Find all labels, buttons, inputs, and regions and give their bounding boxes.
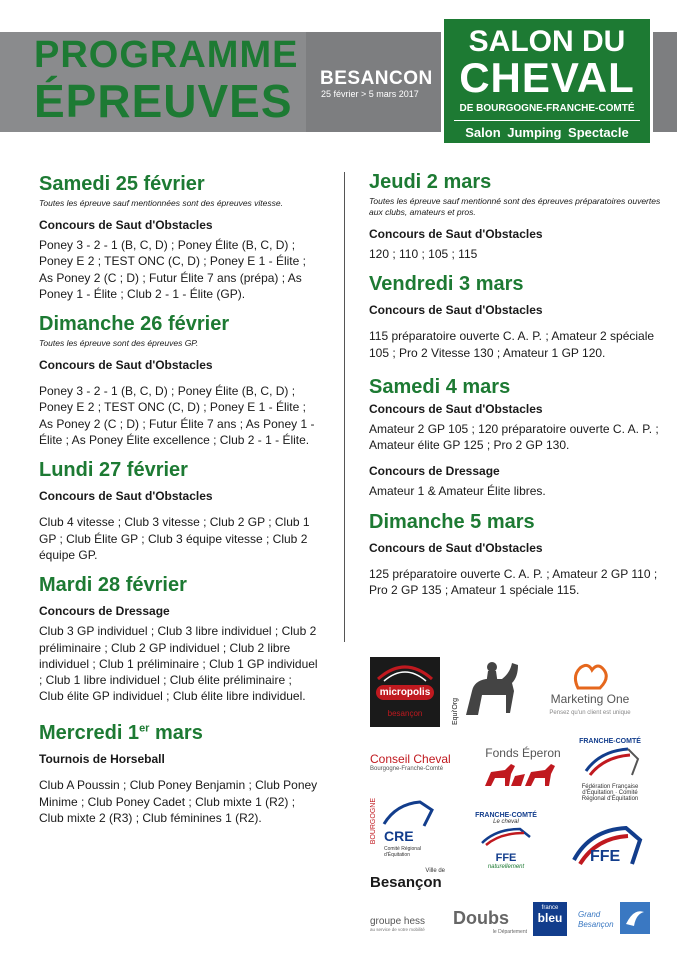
france-bleu-top: france <box>541 905 559 911</box>
day-saturday-4 <box>369 375 665 500</box>
hess-tagline: au service de votre mobilité <box>370 927 425 932</box>
day-note: Toutes les épreuve sauf mentionné sont des épreuves préparatoires ouvertes aux clubs, amateurs et pros. <box>369 196 661 217</box>
competition-title: Concours de Saut d'Obstacles <box>369 227 543 241</box>
day-title: Samedi 25 février <box>39 173 205 195</box>
france-bleu-name: bleu <box>537 911 563 925</box>
equiorg-name: Equi'Org <box>452 697 459 725</box>
marketing-one-icon <box>570 662 610 692</box>
hess-name: groupe hess <box>370 916 426 927</box>
salon-logo-box <box>441 16 653 146</box>
ville-de-label: Ville de <box>425 868 445 874</box>
day-title: Samedi 4 mars <box>369 375 511 398</box>
competition-events: 115 préparatoire ouverte C. A. P. ; Amateur 2 spéciale 105 ; Pro 2 Vitesse 130 ; Amateur 1 GP 120. <box>369 329 655 360</box>
marketing-one-tagline: Pensez qu'un client est unique <box>549 710 631 716</box>
gb-top: Grand <box>578 910 601 919</box>
day-monday-27 <box>39 458 319 563</box>
marketing-one-name: Marketing One <box>550 692 630 706</box>
salon-line3: DE BOURGOGNE-FRANCHE-COMTÉ <box>459 103 635 114</box>
right-column <box>369 170 665 604</box>
competition-events: 125 préparatoire ouverte C. A. P. ; Amateur 2 GP 110 ; Pro 2 GP 135 ; Amateur 1 spéciale 115. <box>369 566 658 598</box>
groupe-hess-logo <box>370 916 450 940</box>
day-wednesday-1 <box>39 717 319 827</box>
franche-comte-comite-logo <box>575 738 645 804</box>
dressage-horse-icon <box>452 655 526 727</box>
equiorg-logo <box>452 655 526 727</box>
day-note: Toutes les épreuve sont des épreuves GP. <box>39 338 199 349</box>
ffe-name: FFE <box>590 848 621 865</box>
micropolis-name: micropolis <box>376 685 434 700</box>
day-title: Lundi 27 février <box>39 459 188 482</box>
marketing-one-logo <box>537 662 643 724</box>
competition-title: Concours de Saut d'Obstacles <box>369 401 543 416</box>
day-title: Vendredi 3 mars <box>369 273 524 296</box>
programme-title <box>34 34 299 127</box>
competition-events: Amateur 1 & Amateur Élite libres. <box>369 484 546 499</box>
fc-comite-title: FRANCHE-COMTÉ <box>579 738 641 745</box>
grand-besancon-logo <box>578 902 652 936</box>
competition-events: Club 3 GP individuel ; Club 3 libre individuel ; Club 2 préliminaire ; Club 2 GP individuel ; Club 2 libre individuel ; Club 1 préliminaire ; Club 1 GP individuel ; Club 1 libre individuel ; Club élite préliminaire ; Club élite GP individuel ; Club élite libre individuel. <box>39 624 318 704</box>
day-title: Dimanche 26 février <box>39 313 230 336</box>
ffe-logo <box>570 820 644 870</box>
fonds-eperon-logo <box>478 746 568 798</box>
conseil-cheval-logo <box>370 752 470 782</box>
day-note: Toutes les épreuve sauf mentionnées sont des épreuves vitesse. <box>39 198 283 208</box>
competition-events: Poney 3 - 2 - 1 (B, C, D) ; Poney Élite (B, C, D) ; Poney E 2 ; TEST ONC (C, D) ; Poney E 1 - Élite ; As Poney 2 (C ; D) ; Futur Élite 7 ans (prépa) ; As Poney 1 - Élite ; Club 2 - 1 - Élite (GP). <box>39 238 306 301</box>
city-label: BESANCON <box>320 68 433 89</box>
fc-ffe-title: FRANCHE-COMTÉ <box>475 812 537 819</box>
bird-icon <box>620 902 650 934</box>
day-title-text: Mercredi 1er mars <box>39 722 203 745</box>
competition-title: Concours de Saut d'Obstacles <box>39 489 213 504</box>
left-column <box>39 172 319 832</box>
tricolor-horse-head-icon <box>580 745 640 779</box>
competition-title: Concours de Saut d'Obstacles <box>369 303 543 318</box>
franche-comte-ffe-logo <box>470 812 542 878</box>
conseil-cheval-name: Conseil Cheval <box>370 752 451 766</box>
day-sunday-26 <box>39 312 319 448</box>
fc-comite-sub: Fédération Française d'Équitation · Comité Régional d'Équitation <box>581 784 639 802</box>
france-bleu-logo <box>533 902 567 936</box>
cre-horse-icon <box>380 798 440 828</box>
bourgogne-label: BOURGOGNE <box>370 798 377 845</box>
day-title: Dimanche 5 mars <box>369 510 535 533</box>
title-line1: PROGRAMME <box>34 34 299 76</box>
day-title: Mardi 28 février <box>39 574 187 597</box>
competition-events: Poney 3 - 2 - 1 (B, C, D) ; Poney Élite (B, C, D) ; Poney E 2 ; TEST ONC (C, D) ; Poney E 1 - Élite ; As Poney 2 (C ; D) ; Futur Élite 7 ans ; As Poney 1 - Élite ; As Poney Élite excellence ; Club 2 - 1 - Élite. <box>39 384 315 448</box>
fc-ffe-horse-icon <box>476 825 536 847</box>
doubs-sub: le Département <box>492 929 527 935</box>
fc-ffe-sub: Le cheval <box>493 819 519 825</box>
salon-tagline: Salon Jumping Spectacle <box>465 125 629 140</box>
competition-title: Tournois de Horseball <box>39 752 165 767</box>
cre-name: CRE <box>384 828 414 844</box>
day-title: Jeudi 2 mars <box>369 171 492 193</box>
conseil-cheval-region: Bourgogne-Franche-Comté <box>370 766 444 772</box>
micropolis-city: besançon <box>387 709 423 718</box>
salon-rule <box>454 120 640 121</box>
besancon-name: Besançon <box>370 874 442 891</box>
competition-events: Club A Poussin ; Club Poney Benjamin ; Club Poney Minime ; Club Poney Cadet ; Club mixte 1 (R2) ; Club mixte 2 (R3) ; Club féminines 1 (R2). <box>39 778 318 825</box>
competition-title: Concours de Dressage <box>369 464 500 479</box>
doubs-name: Doubs <box>453 908 509 928</box>
day-saturday-25 <box>39 172 319 302</box>
fc-ffe-naturellement: naturellement <box>487 864 525 870</box>
competition-events: Amateur 2 GP 105 ; 120 préparatoire ouverte C. A. P. ; Amateur élite GP 125 ; Pro 2 GP 130. <box>369 421 659 453</box>
competition-title: Concours de Dressage <box>39 604 170 619</box>
micropolis-logo <box>370 657 440 727</box>
salon-line1: SALON DU <box>468 25 626 58</box>
besancon-logo <box>370 868 445 906</box>
day-thursday-2 <box>369 170 665 262</box>
column-divider <box>344 172 345 642</box>
gb-name: Besançon <box>578 920 614 929</box>
day-tuesday-28 <box>39 573 319 704</box>
day-friday-3 <box>369 272 665 361</box>
competition-title: Concours de Saut d'Obstacles <box>369 540 543 555</box>
competition-title: Concours de Saut d'Obstacles <box>39 218 213 232</box>
day-title <box>39 717 319 746</box>
fc-ffe-ffe: FFE <box>495 852 517 864</box>
doubs-logo <box>453 908 527 940</box>
title-line2: ÉPREUVES <box>34 75 293 127</box>
fonds-eperon-name: Fonds Éperon <box>485 746 561 760</box>
horses-silhouette-icon <box>481 760 565 790</box>
micropolis-swirl-icon <box>370 659 440 685</box>
competition-events: 120 ; 110 ; 105 ; 115 <box>369 247 478 261</box>
event-dates: 25 février > 5 mars 2017 <box>321 89 419 99</box>
salon-line2: CHEVAL <box>459 54 635 101</box>
competition-events: Club 4 vitesse ; Club 3 vitesse ; Club 2 GP ; Club 1 GP ; Club Élite GP ; Club 3 équipe vitesse ; Club 2 équipe GP. <box>39 515 310 562</box>
competition-title: Concours de Saut d'Obstacles <box>39 358 213 373</box>
cre-sub: Comité Régional d'Équitation <box>384 846 421 858</box>
bourgogne-cre-logo <box>370 798 440 858</box>
day-sunday-5 <box>369 510 665 599</box>
